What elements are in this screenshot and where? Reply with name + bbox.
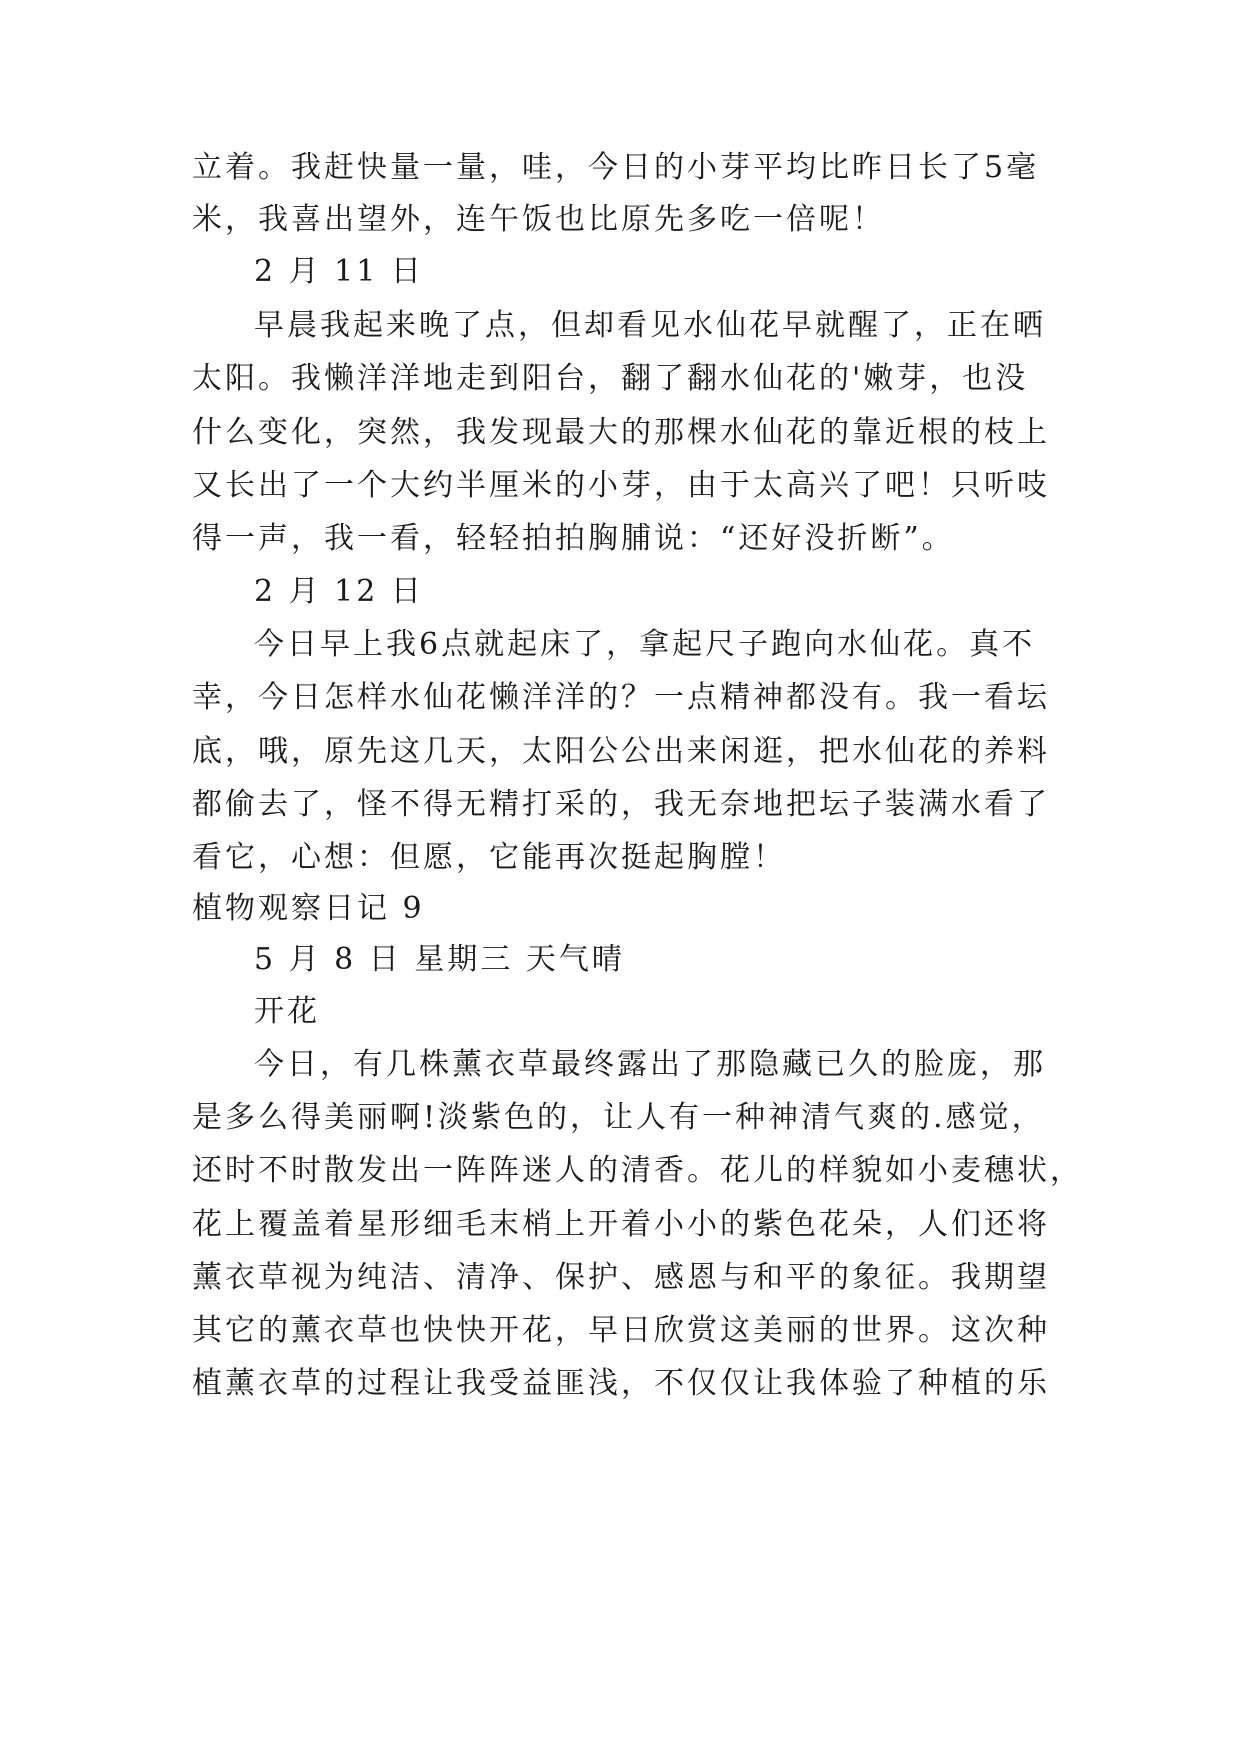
entry-title: 开花: [254, 994, 320, 1029]
section-heading: 植物观察日记 9: [192, 891, 425, 926]
paragraph-line: 花上覆盖着星形细毛末梢上开着小小的紫色花朵，人们还将: [192, 1207, 1050, 1242]
entry-date: 2 月 12 日: [254, 574, 424, 609]
paragraph-line: 都偷去了，怪不得无精打采的，我无奈地把坛子装满水看了: [192, 787, 1050, 822]
paragraph-line: 幸，今日怎样水仙花懒洋洋的？一点精神都没有。我一看坛: [192, 680, 1050, 715]
paragraph-line: 米，我喜出望外，连午饭也比原先多吃一倍呢！: [192, 202, 885, 237]
entry-date: 5 月 8 日 星期三 天气晴: [254, 942, 625, 977]
paragraph-line: 立着。我赶快量一量，哇，今日的小芽平均比昨日长了5毫: [192, 150, 1040, 185]
entry-date: 2 月 11 日: [254, 254, 424, 289]
paragraph-line: 植薰衣草的过程让我受益匪浅，不仅仅让我体验了种植的乐: [192, 1366, 1050, 1401]
paragraph-line: 什么变化，突然，我发现最大的那棵水仙花的靠近根的枝上: [192, 415, 1050, 450]
paragraph-line: 其它的薰衣草也快快开花，早日欣赏这美丽的世界。这次种: [192, 1313, 1050, 1348]
paragraph-line: 是多么得美丽啊!淡紫色的，让人有一种神清气爽的.感觉，: [192, 1100, 1045, 1135]
paragraph-line: 得一声，我一看，轻轻拍拍胸脯说：“还好没折断”。: [192, 521, 955, 556]
paragraph-line: 今日早上我6点就起床了，拿起尺子跑向水仙花。真不: [254, 627, 1036, 662]
paragraph-line: 看它，心想：但愿，它能再次挺起胸膛！: [192, 840, 786, 875]
paragraph-line: 又长出了一个大约半厘米的小芽，由于太高兴了吧！只听吱: [192, 468, 1050, 503]
paragraph-line: 薰衣草视为纯洁、清净、保护、感恩与和平的象征。我期望: [192, 1260, 1050, 1295]
paragraph-line: 底，哦，原先这几天，太阳公公出来闲逛，把水仙花的养料: [192, 734, 1050, 769]
paragraph-line: 太阳。我懒洋洋地走到阳台，翻了翻水仙花的'嫩芽，也没: [192, 361, 1029, 396]
paragraph-line: 早晨我起来晚了点，但却看见水仙花早就醒了，正在晒: [254, 308, 1046, 343]
paragraph-line: 还时不时散发出一阵阵迷人的清香。花儿的样貌如小麦穗状，: [192, 1153, 1083, 1188]
paragraph-line: 今日，有几株薰衣草最终露出了那隐藏已久的脸庞，那: [254, 1047, 1046, 1082]
